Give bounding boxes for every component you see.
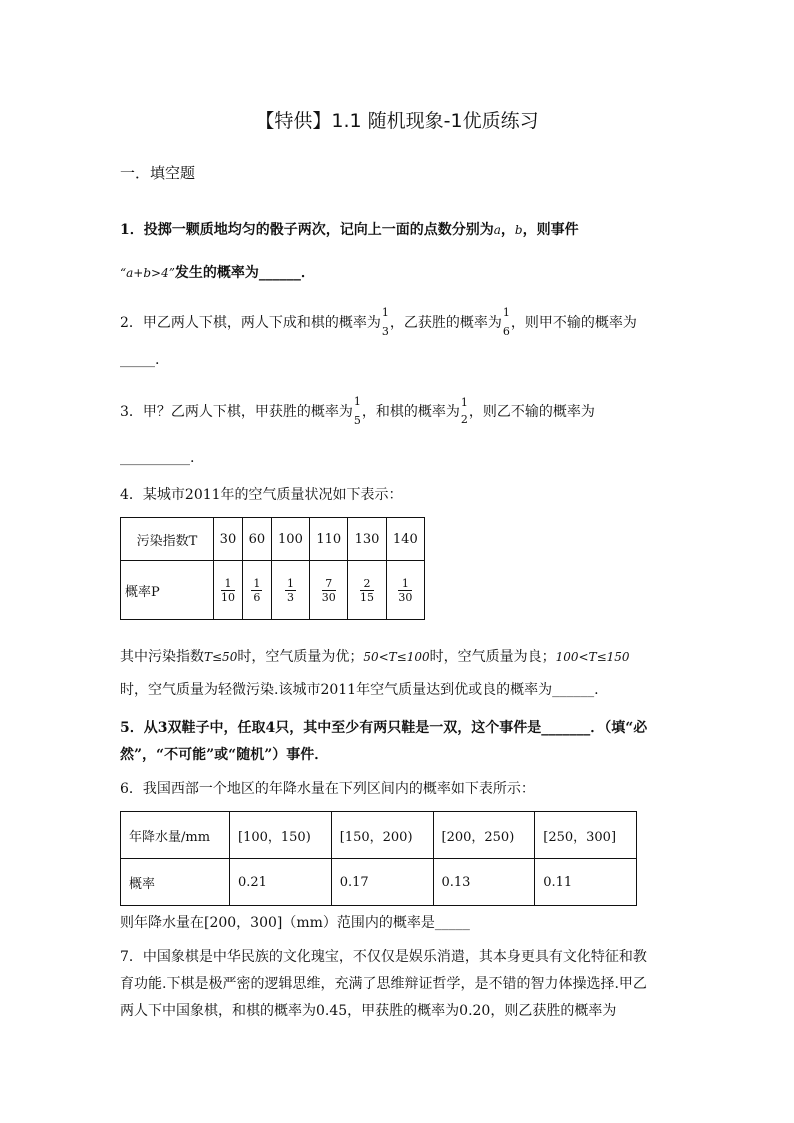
table-cell bbox=[348, 561, 386, 620]
probability-fraction bbox=[322, 577, 336, 604]
fraction-numerator: 1 bbox=[253, 576, 261, 590]
table-cell: 0.13 bbox=[433, 859, 535, 906]
table-cell: 130 bbox=[348, 518, 386, 561]
section-heading: 一．填空题 bbox=[120, 164, 196, 182]
q2-fraction-1 bbox=[382, 306, 389, 338]
question-3-line-1 bbox=[120, 395, 595, 427]
fraction-denominator: 10 bbox=[220, 590, 235, 604]
fraction-numerator: 1 bbox=[286, 576, 294, 590]
q1-text: 1．投掷一颗质地均匀的骰子两次，记向上一面的点数分别为 bbox=[120, 222, 494, 238]
table-cell: [250，300] bbox=[535, 812, 637, 859]
table-cell bbox=[310, 561, 348, 620]
table-cell: 30 bbox=[214, 518, 243, 561]
fraction-numerator: 1 bbox=[398, 577, 412, 591]
question-1-line-1 bbox=[120, 219, 579, 239]
fraction-denominator: 30 bbox=[321, 590, 336, 604]
fraction-numerator: 2 bbox=[360, 577, 374, 591]
q3-fraction-2 bbox=[461, 396, 468, 426]
table-cell: 0.11 bbox=[535, 859, 637, 906]
fraction-denominator: 6 bbox=[253, 590, 261, 604]
q1-expression: a+b>4 bbox=[126, 266, 169, 280]
q4-condition-line bbox=[120, 646, 630, 666]
q2-f1-den: 3 bbox=[381, 325, 389, 338]
q2-answer-blank: _____. bbox=[120, 352, 160, 368]
q6-intro: 6．我国西部一个地区的年降水量在下列区间内的概率如下表所示： bbox=[120, 781, 535, 797]
question-7-line-3: 两人下中国象棋，和棋的概率为0.45，甲获胜的概率为0.20，则乙获胜的概率为 bbox=[120, 1003, 617, 1019]
q4-intro: 4．某城市2011年的空气质量状况如下表示： bbox=[120, 487, 403, 503]
table-cell bbox=[214, 561, 243, 620]
table-cell: [100，150) bbox=[230, 812, 332, 859]
q3-f1-den: 5 bbox=[353, 414, 361, 427]
q3-text-1: 3．甲？乙两人下棋，甲获胜的概率为 bbox=[120, 404, 353, 420]
q4-condition-2: 50<T≤100 bbox=[363, 650, 430, 664]
q4-condition-1: T≤50 bbox=[204, 650, 238, 664]
q1-text-2: 发生的概率为______． bbox=[174, 265, 315, 281]
q1-comma: ， bbox=[500, 222, 515, 238]
question-5-line-2: 然”，“不可能”或“随机”）事件． bbox=[120, 747, 329, 763]
q6-question-text: 则年降水量在[200，300]（mm）范围内的概率是_____ bbox=[120, 915, 470, 931]
q3-f2-den: 2 bbox=[460, 413, 468, 426]
page-title: 【特供】1.1 随机现象-1优质练习 bbox=[255, 110, 539, 132]
q4-condition-3: 100<T≤150 bbox=[555, 650, 630, 664]
q3-text-2: ，和棋的概率为 bbox=[361, 404, 460, 420]
q4-text-1: 其中污染指数 bbox=[120, 649, 204, 665]
table-cell bbox=[271, 561, 309, 620]
question-7-line-2: 育功能.下棋是极严密的逻辑思维，充满了思维辩证哲学，是不错的智力体操选择.甲乙 bbox=[120, 976, 647, 992]
table-header-cell: 年降水量/mm bbox=[121, 812, 230, 859]
table-cell bbox=[242, 561, 271, 620]
probability-fraction bbox=[285, 577, 296, 604]
table-cell: 0.17 bbox=[331, 859, 433, 906]
q4-text-3: 时，空气质量为良； bbox=[429, 649, 556, 665]
table-cell: 110 bbox=[310, 518, 348, 561]
q1-quote-close: ” bbox=[168, 266, 175, 280]
table-cell: 100 bbox=[271, 518, 309, 561]
table-header-cell: 概率 bbox=[121, 859, 230, 906]
q2-f1-num: 1 bbox=[381, 306, 389, 319]
question-5-line-1: 5．从3双鞋子中，任取4只，其中至少有两只鞋是一双，这个事件是_______．（填“必 bbox=[120, 720, 648, 736]
question-7-line-1: 7．中国象棋是中华民族的文化瑰宝，不仅仅是娱乐消遣，其本身更具有文化特征和教 bbox=[120, 949, 647, 965]
table-cell: 60 bbox=[242, 518, 271, 561]
fraction-denominator: 3 bbox=[286, 590, 294, 604]
probability-fraction bbox=[251, 577, 262, 604]
table-cell: [200，250) bbox=[433, 812, 535, 859]
table-cell: 140 bbox=[386, 518, 424, 561]
q2-text-2: ，乙获胜的概率为 bbox=[389, 315, 502, 331]
q2-f2-den: 6 bbox=[502, 325, 510, 338]
q1-var-a: a bbox=[493, 223, 501, 237]
q3-f1-num: 1 bbox=[353, 395, 361, 408]
air-quality-table bbox=[120, 517, 425, 620]
rainfall-table bbox=[120, 811, 637, 906]
q1-var-b: b bbox=[514, 223, 523, 237]
q2-fraction-2 bbox=[503, 306, 510, 338]
table-cell: [150，200) bbox=[331, 812, 433, 859]
fraction-denominator: 30 bbox=[398, 590, 413, 604]
q1-quote-open: “ bbox=[120, 266, 127, 280]
q2-f2-num: 1 bbox=[502, 306, 510, 319]
fraction-numerator: 7 bbox=[322, 577, 336, 591]
q2-text-3: ，则甲不输的概率为 bbox=[510, 315, 637, 331]
probability-fraction bbox=[360, 577, 374, 604]
q1-text-end: ，则事件 bbox=[522, 222, 579, 238]
q4-condition-line-2: 时，空气质量为轻微污染.该城市2011年空气质量达到优或良的概率为______. bbox=[120, 682, 599, 698]
probability-fraction bbox=[398, 577, 412, 604]
table-cell bbox=[386, 561, 424, 620]
q3-text-3: ，则乙不输的概率为 bbox=[468, 404, 595, 420]
q2-text-1: 2．甲乙两人下棋，两人下成和棋的概率为 bbox=[120, 315, 381, 331]
table-header-cell: 概率P bbox=[121, 561, 214, 620]
question-2-line-1 bbox=[120, 306, 637, 338]
q3-f2-num: 1 bbox=[460, 396, 468, 409]
fraction-numerator: 1 bbox=[221, 577, 235, 591]
question-1-line-2 bbox=[120, 262, 315, 282]
q3-fraction-1 bbox=[354, 395, 361, 427]
q3-answer-blank: __________. bbox=[120, 450, 195, 466]
table-cell: 0.21 bbox=[230, 859, 332, 906]
probability-fraction bbox=[221, 577, 235, 604]
q4-text-2: 时，空气质量为优； bbox=[237, 649, 364, 665]
table-header-cell: 污染指数T bbox=[121, 518, 214, 561]
fraction-denominator: 15 bbox=[360, 590, 375, 604]
